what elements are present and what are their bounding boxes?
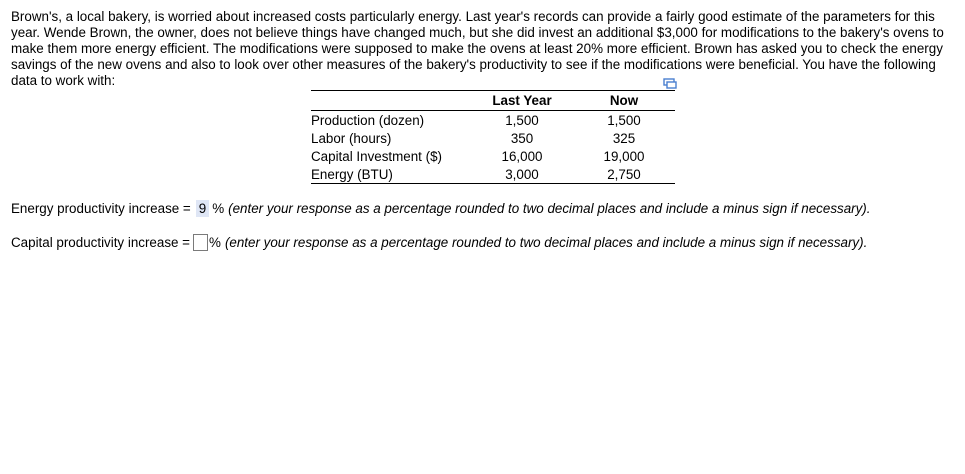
capital-productivity-question xyxy=(11,234,867,251)
percent-sign: % xyxy=(212,201,225,216)
problem-statement: Brown's, a local bakery, is worried about increased costs particularly energy. Last year's records can provide a fairly good estimate of the parameters for this year. Wende Brown, the owner, does not believe things have changed much, but she did invest an additional $3,000 for modifications to the bakery's ovens to make them more energy efficient. The modifications were supposed to make the ovens at least 20% more efficient. Brown has asked you to check the energy savings of the new ovens and also to look over other measures of the bakery's productivity to see if the modifications were beneficial. You have the following data to work with: xyxy=(11,9,944,88)
energy-productivity-label: Energy productivity increase = xyxy=(11,201,191,216)
capital-productivity-input[interactable] xyxy=(193,234,208,251)
energy-productivity-question xyxy=(11,200,871,217)
capital-productivity-hint: (enter your response as a percentage rounded to two decimal places and include a minus sign if necessary). xyxy=(224,235,868,250)
row-now: 325 xyxy=(612,130,636,146)
table-row-labor xyxy=(311,129,675,147)
row-last-year: 3,000 xyxy=(471,165,573,184)
energy-productivity-answer[interactable]: 9 xyxy=(196,200,209,217)
row-now: 19,000 xyxy=(603,148,645,164)
data-table xyxy=(311,90,675,184)
row-label: Labor (hours) xyxy=(311,130,392,146)
row-now: 2,750 xyxy=(573,165,675,184)
header-last-year: Last Year xyxy=(471,91,573,111)
row-now: 1,500 xyxy=(607,112,641,128)
table-row-energy xyxy=(311,165,675,184)
row-last-year: 16,000 xyxy=(501,148,543,164)
header-now: Now xyxy=(573,91,675,111)
row-last-year: 350 xyxy=(510,130,534,146)
row-label: Capital Investment ($) xyxy=(311,148,442,164)
energy-productivity-hint: (enter your response as a percentage rounded to two decimal places and include a minus sign if necessary). xyxy=(228,201,871,216)
table-row-capital xyxy=(311,147,675,165)
row-last-year: 1,500 xyxy=(505,112,539,128)
header-label xyxy=(311,91,471,111)
copy-data-icon[interactable] xyxy=(663,78,677,90)
capital-productivity-label: Capital productivity increase = xyxy=(11,235,191,250)
row-label: Production (dozen) xyxy=(311,112,425,128)
percent-sign: % xyxy=(209,235,221,250)
table-row-production xyxy=(311,111,675,130)
table-header-row xyxy=(311,91,675,111)
row-label: Energy (BTU) xyxy=(311,165,471,184)
